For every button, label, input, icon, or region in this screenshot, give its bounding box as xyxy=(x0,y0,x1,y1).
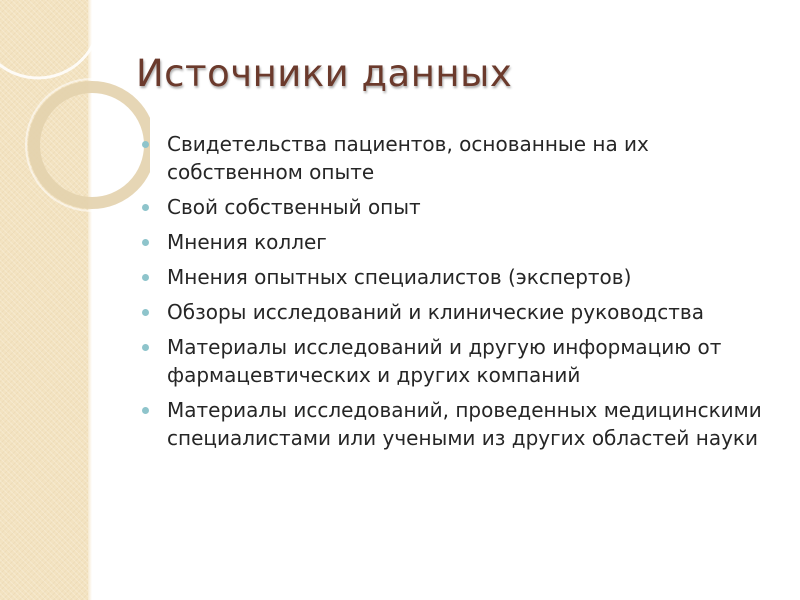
bullet-dot-icon xyxy=(142,309,149,316)
bullet-item xyxy=(142,298,772,326)
bullet-item xyxy=(142,333,772,389)
bullet-item xyxy=(142,130,772,186)
bullet-text: Свидетельства пациентов, основанные на их собственном опыте xyxy=(167,132,649,184)
decorative-rings xyxy=(0,0,150,260)
bullet-item xyxy=(142,396,772,452)
bullet-dot-icon xyxy=(142,407,149,414)
bullet-text: Мнения опытных специалистов (экспертов) xyxy=(167,265,632,289)
bullet-text: Материалы исследований и другую информацию от фармацевтических и других компаний xyxy=(167,335,722,387)
bullet-text: Материалы исследований, проведенных медицинскими специалистами или учеными из других областей науки xyxy=(167,398,762,450)
bullet-item xyxy=(142,263,772,291)
bullet-text: Обзоры исследований и клинические руководства xyxy=(167,300,704,324)
decorative-ring-middle xyxy=(34,87,150,203)
bullet-dot-icon xyxy=(142,239,149,246)
slide-title: Источники данных xyxy=(136,52,513,95)
bullet-dot-icon xyxy=(142,274,149,281)
bullet-dot-icon xyxy=(142,141,149,148)
bullet-text: Мнения коллег xyxy=(167,230,327,254)
bullet-dot-icon xyxy=(142,344,149,351)
bullet-item xyxy=(142,193,772,221)
decorative-ring-top xyxy=(0,0,100,78)
bullet-dot-icon xyxy=(142,204,149,211)
bullet-item xyxy=(142,228,772,256)
bullet-list xyxy=(142,130,772,459)
bullet-text: Свой собственный опыт xyxy=(167,195,421,219)
